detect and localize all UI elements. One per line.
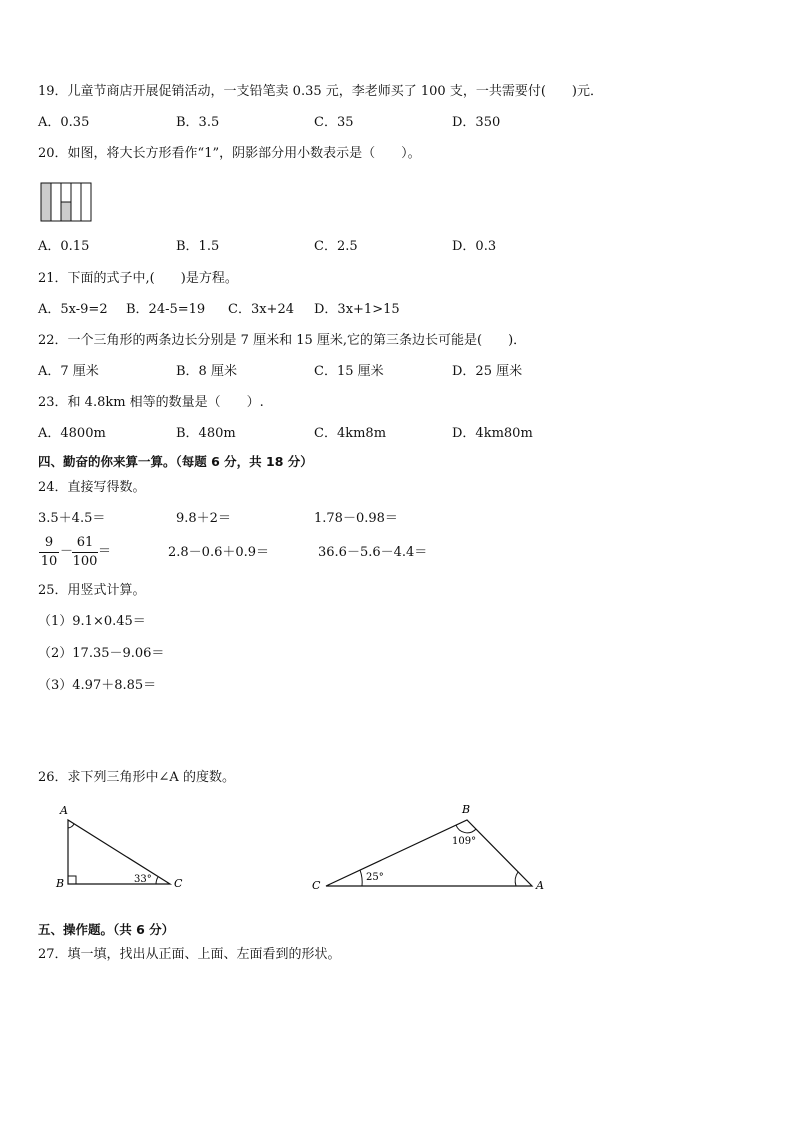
- q26-tri2-angle-b: 109°: [452, 836, 477, 847]
- q24-expr-3: 1.78－0.98＝: [314, 511, 398, 526]
- q20-shaded-column: [41, 183, 51, 221]
- q24-fraction-1-denominator: 10: [40, 554, 58, 569]
- q23-option-b[interactable]: B．480m: [176, 426, 236, 441]
- q26-right-triangle-figure: [50, 800, 200, 895]
- q23-option-c[interactable]: C．4km8m: [314, 426, 387, 441]
- q25-stem: 25．用竖式计算。: [38, 583, 146, 598]
- q20-option-c[interactable]: C．2.5: [314, 239, 358, 254]
- q26-stem: 26．求下列三角形中∠A 的度数。: [38, 770, 235, 785]
- q20-option-b[interactable]: B．1.5: [176, 239, 220, 254]
- q23-stem: 23．和 4.8km 相等的数量是（ ）.: [38, 395, 264, 410]
- q24-expr-2: 9.8＋2＝: [176, 511, 231, 526]
- q19-option-d[interactable]: D．350: [452, 115, 501, 130]
- q21-option-b[interactable]: B．24-5=19: [126, 302, 206, 317]
- q21-option-d[interactable]: D．3x+1>15: [314, 302, 400, 317]
- q24-fraction-2: [72, 535, 98, 570]
- q26-obtuse-triangle-figure: [306, 800, 556, 895]
- q24-fraction-2-denominator: 100: [72, 554, 98, 569]
- q26-tri2-label-c: C: [312, 879, 321, 892]
- q25-item-1: （1）9.1×0.45＝: [38, 614, 146, 629]
- q27-stem: 27．填一填，找出从正面、上面、左面看到的形状。: [38, 947, 341, 962]
- q20-stem: 20．如图，将大长方形看作“1”，阴影部分用小数表示是（ ）。: [38, 146, 421, 161]
- q24-minus-sign: －: [60, 544, 74, 559]
- q24-equals-sign: ＝: [98, 544, 112, 559]
- q24-fraction-1-numerator: 9: [44, 535, 54, 550]
- q20-option-d[interactable]: D．0.3: [452, 239, 497, 254]
- q24-stem: 24．直接写得数。: [38, 480, 146, 495]
- q25-item-2: （2）17.35－9.06＝: [38, 646, 165, 661]
- q24-expr-1: 3.5＋4.5＝: [38, 511, 106, 526]
- q19-option-a[interactable]: A．0.35: [38, 115, 90, 130]
- q23-option-a[interactable]: A．4800m: [38, 426, 106, 441]
- q26-tri2-label-a: A: [536, 879, 544, 892]
- q24-expr-6: 36.6－5.6－4.4＝: [318, 545, 428, 560]
- q26-tri1-label-c: C: [174, 877, 183, 890]
- q26-tri1-angle-c: 33°: [134, 874, 152, 885]
- q23-option-d[interactable]: D．4km80m: [452, 426, 533, 441]
- q22-option-d[interactable]: D．25 厘米: [452, 364, 523, 379]
- q19-stem: 19．儿童节商店开展促销活动，一支铅笔卖 0.35 元，李老师买了 100 支，一共需要付( )元．: [38, 84, 603, 99]
- q22-option-c[interactable]: C．15 厘米: [314, 364, 384, 379]
- section-4-title: 四、勤奋的你来算一算。（每题 6 分，共 18 分）: [38, 454, 313, 469]
- q21-stem: 21．下面的式子中,( )是方程。: [38, 271, 238, 286]
- q19-option-b[interactable]: B．3.5: [176, 115, 220, 130]
- q26-tri1-label-b: B: [56, 877, 65, 890]
- q26-tri1-label-a: A: [60, 804, 68, 817]
- q22-stem: 22．一个三角形的两条边长分别是 7 厘米和 15 厘米,它的第三条边长可能是( )．: [38, 333, 527, 348]
- q20-rectangle-figure: [40, 182, 94, 222]
- q19-option-c[interactable]: C．35: [314, 115, 354, 130]
- section-5-title: 五、操作题。（共 6 分）: [38, 922, 175, 937]
- q21-option-a[interactable]: A．5x-9=2: [38, 302, 108, 317]
- q24-expr-5: 2.8－0.6＋0.9＝: [168, 545, 270, 560]
- q26-tri2-label-b: B: [462, 803, 471, 816]
- q24-fraction-2-numerator: 61: [76, 535, 94, 550]
- q20-shaded-half-column: [61, 202, 71, 221]
- q24-fraction-1: [39, 535, 59, 570]
- q26-tri2-angle-c: 25°: [366, 872, 384, 883]
- q25-item-3: （3）4.97＋8.85＝: [38, 678, 157, 693]
- q22-option-b[interactable]: B．8 厘米: [176, 364, 237, 379]
- q22-option-a[interactable]: A．7 厘米: [38, 364, 99, 379]
- q20-option-a[interactable]: A．0.15: [38, 239, 90, 254]
- q21-option-c[interactable]: C．3x+24: [228, 302, 294, 317]
